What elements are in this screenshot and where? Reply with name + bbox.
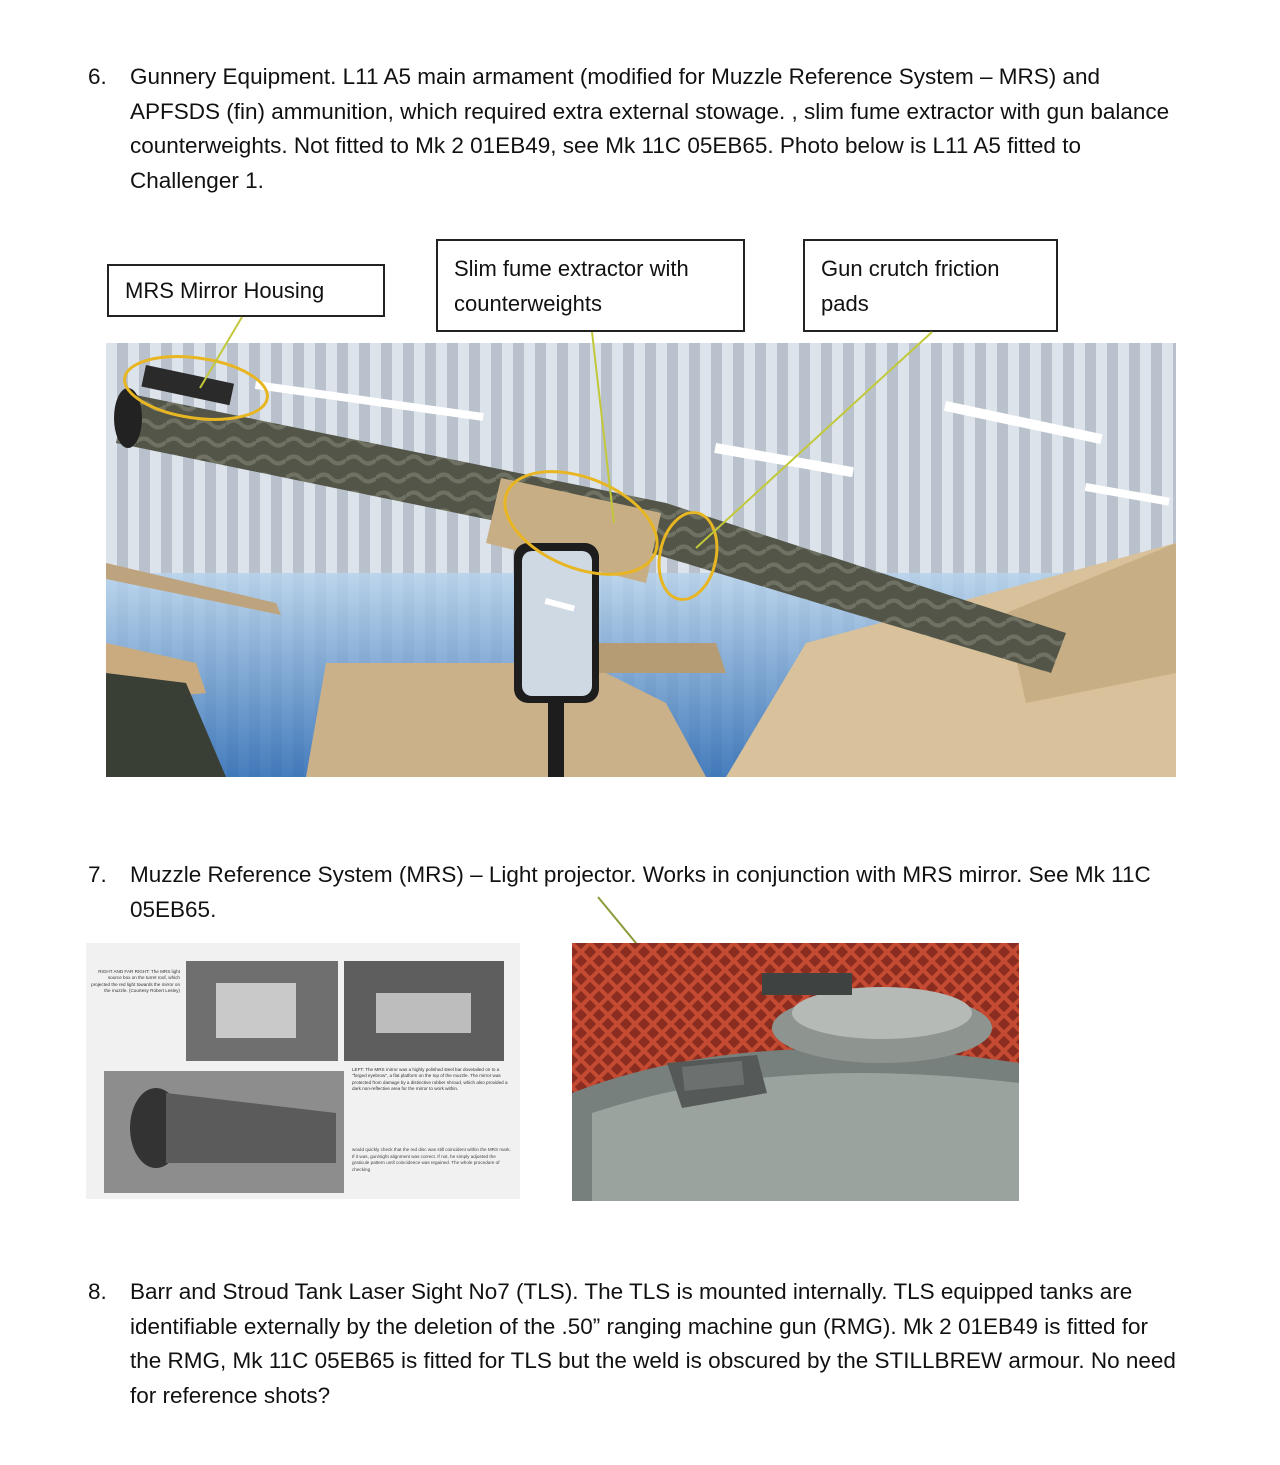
book-caption-left: LEFT: The MRS mirror was a highly polished steel bar dovetailed on to a "forged eyebrow", a flat platform on the top of the muzzle. The mirror was protected from damage by a distinctive rubber shroud, which also provided a dark non-reflective area for the mirror to work within. bbox=[352, 1067, 508, 1092]
book-body-text: would quickly check that the red disc was still coincident within the MRS mark. If it was, gun/sight alignment was correct. If not, he simply adjusted the graticule pattern until coincidence was regained. The whole procedure of checking bbox=[352, 1147, 511, 1172]
section-number: 6. bbox=[88, 64, 107, 89]
book-caption-right: RIGHT AND FAR RIGHT: The MRS light source box on the turret roof, which projected the red light towards the mirror on the muzzle. (Courtesy Robert Lesley) bbox=[91, 969, 180, 994]
light-projector-photo bbox=[572, 943, 1019, 1201]
gun-photo bbox=[106, 343, 1176, 777]
callout-gun-crutch-pads: Gun crutch friction pads bbox=[803, 239, 1058, 332]
section-number: 8. bbox=[88, 1279, 107, 1304]
book-scan-photo bbox=[86, 943, 520, 1199]
section-number: 7. bbox=[88, 862, 107, 887]
section-text: Muzzle Reference System (MRS) – Light projector. Works in conjunction with MRS mirror. See Mk 11C 05EB65. bbox=[130, 862, 1151, 922]
section-8 bbox=[88, 1275, 1178, 1413]
section-text: Barr and Stroud Tank Laser Sight No7 (TLS). The TLS is mounted internally. TLS equipped tanks are identifiable externally by the deletion of the .50” ranging machine gun (RMG). Mk 2 01EB49 is fitted for the RMG, Mk 11C 05EB65 is fitted for TLS but the weld is obscured by the STILLBREW armour. No need for reference shots? bbox=[130, 1279, 1176, 1408]
callout-mrs-mirror-housing: MRS Mirror Housing bbox=[107, 264, 385, 317]
section-6 bbox=[88, 60, 1178, 198]
section-7 bbox=[88, 858, 1178, 927]
section-text: Gunnery Equipment. L11 A5 main armament (modified for Muzzle Reference System – MRS) and APFSDS (fin) ammunition, which required extra external stowage. , slim fume extractor with gun balance counterweights. Not fitted to Mk 2 01EB49, see Mk 11C 05EB65. Photo below is L11 A5 fitted to Challenger 1. bbox=[130, 64, 1170, 193]
callout-slim-fume-extractor: Slim fume extractor with counterweights bbox=[436, 239, 745, 332]
